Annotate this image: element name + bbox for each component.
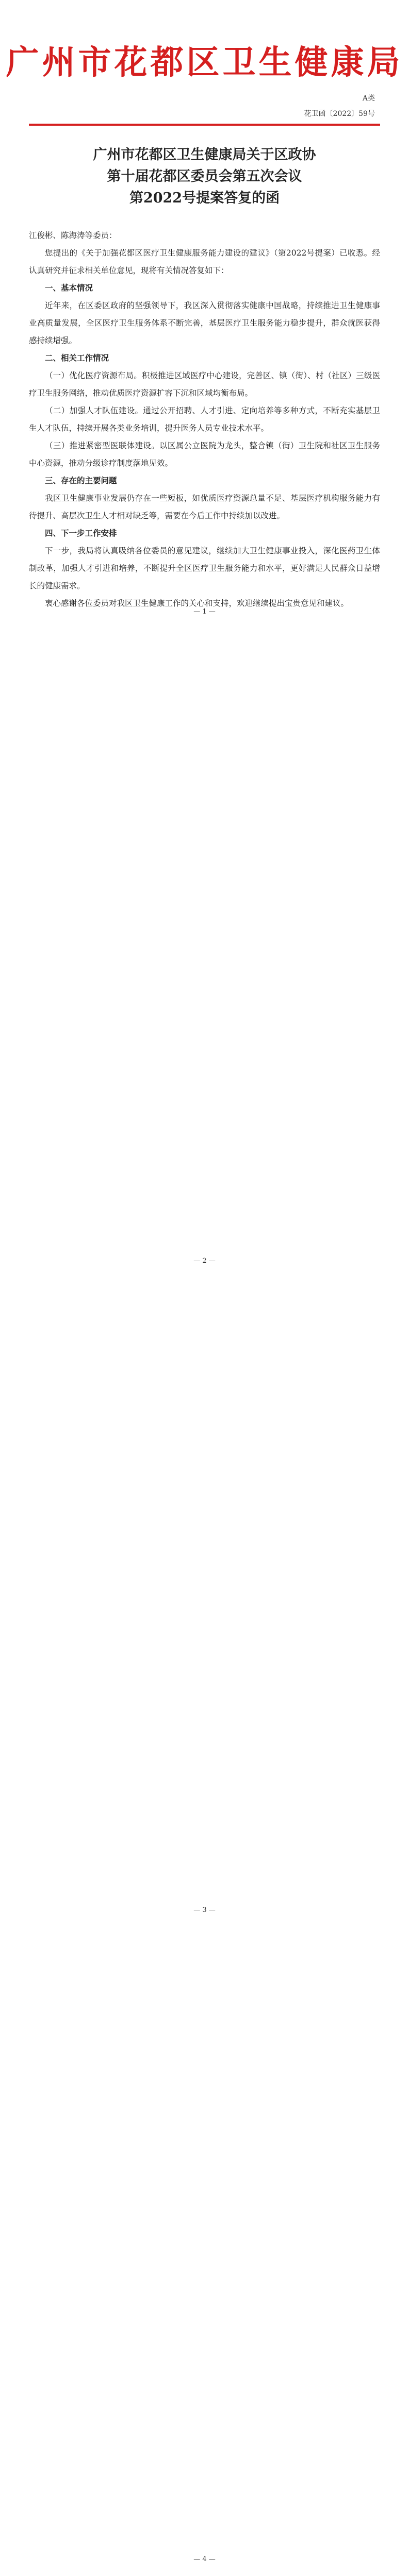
body-paragraph: （一）优化医疗资源布局。积极推进区域医疗中心建设，完善区、镇（街）、村（社区）三级医疗卫生服务网络，推动优质医疗资源扩容下沉和区域均衡布局。 (29, 371, 380, 398)
classification-label: A类 (362, 94, 375, 103)
body-paragraph: 下一步，我局将认真吸纳各位委员的意见建议，继续加大卫生健康事业投入，深化医药卫生体制改革，加强人才引进和培养，不断提升全区医疗卫生服务能力和水平，更好满足人民群众日益增长的健康需求。 (29, 546, 380, 590)
body-paragraph: （二）加强人才队伍建设。通过公开招聘、人才引进、定向培养等多种方式，不断充实基层卫生人才队伍，持续开展各类业务培训，提升医务人员专业技术水平。 (29, 406, 380, 433)
section-heading: 二、相关工作情况 (45, 353, 109, 363)
body-paragraph: 您提出的《关于加强花都区医疗卫生健康服务能力建设的建议》（第2022号提案）已收悉。经认真研究并征求相关单位意见，现将有关情况答复如下： (29, 248, 380, 275)
title-line-1: 广州市花都区卫生健康局关于区政协 (93, 147, 316, 163)
body-paragraph: 衷心感谢各位委员对我区卫生健康工作的关心和支持，欢迎继续提出宝贵意见和建议。 (45, 599, 349, 608)
page-number: — 2 — (193, 1257, 216, 1265)
header-red-rule (29, 124, 380, 126)
body-paragraph: 近年来，在区委区政府的坚强领导下，我区深入贯彻落实健康中国战略，持续推进卫生健康事业高质量发展，全区医疗卫生服务体系不断完善，基层医疗卫生服务能力稳步提升，群众就医获得感持续增强。 (29, 301, 380, 345)
org-header-title: 广州市花都区卫生健康局 (6, 43, 403, 82)
section-heading: 一、基本情况 (45, 283, 93, 293)
body-paragraph: 我区卫生健康事业发展仍存在一些短板，如优质医疗资源总量不足、基层医疗机构服务能力有待提升、高层次卫生人才相对缺乏等，需要在今后工作中持续加以改进。 (29, 494, 380, 520)
page-number: — 1 — (193, 608, 216, 616)
body-paragraph: （三）推进紧密型医联体建设。以区属公立医院为龙头，整合镇（街）卫生院和社区卫生服务中心资源，推动分级诊疗制度落地见效。 (29, 441, 380, 468)
title-line-3: 第2022号提案答复的函 (129, 190, 280, 206)
section-heading: 四、下一步工作安排 (45, 528, 117, 538)
document-body (29, 227, 380, 612)
title-line-2: 第十届花都区委员会第五次会议 (107, 168, 302, 184)
page-number: — 4 — (193, 2555, 216, 2563)
salutation: 江俊彬、陈海涛等委员： (29, 231, 117, 240)
document-title (26, 144, 383, 209)
document-number: 花卫函〔2022〕59号 (304, 110, 375, 118)
page-number: — 3 — (193, 1906, 216, 1914)
section-heading: 三、存在的主要问题 (45, 476, 117, 485)
